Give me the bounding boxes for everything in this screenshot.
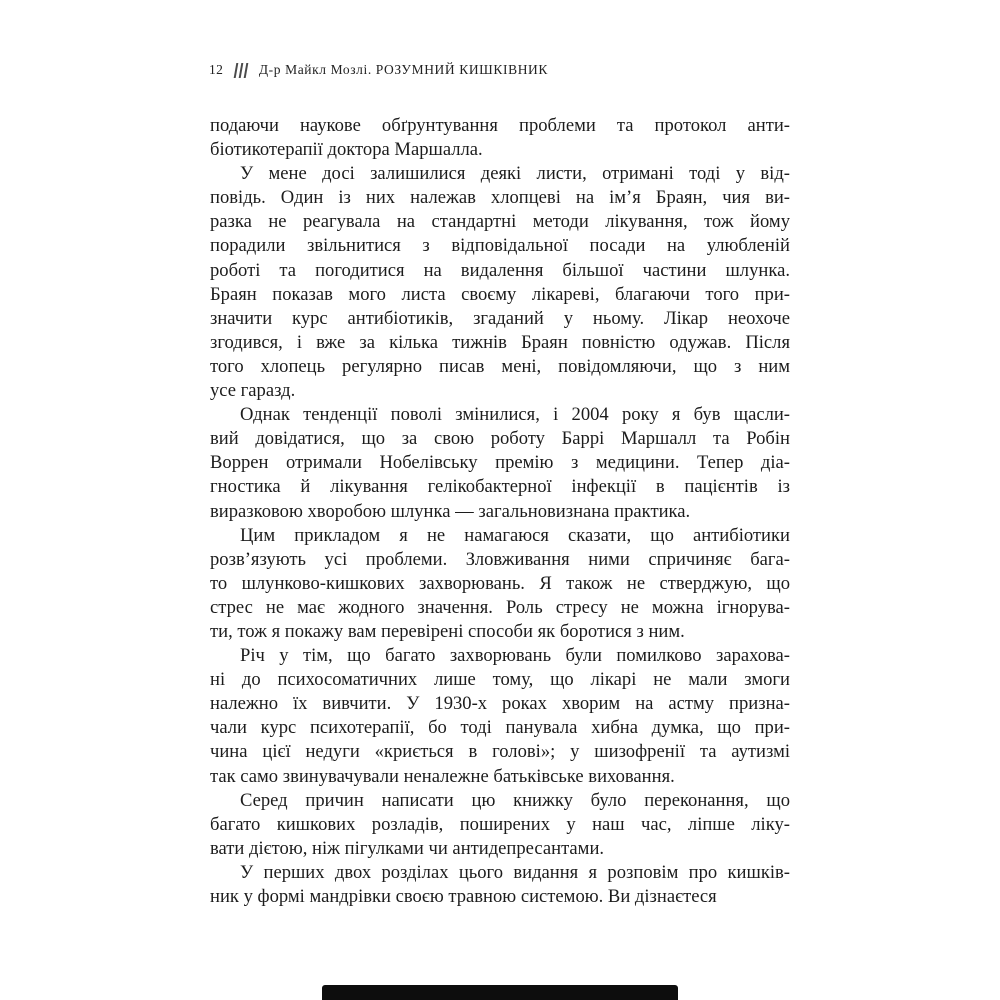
paragraph xyxy=(210,524,790,644)
paragraph xyxy=(210,789,790,861)
text-line: У перших двох розділах цього видання я розповім про кишків- xyxy=(240,861,790,883)
text-line: Річ у тім, що багато захворювань були помилково зарахова- xyxy=(240,645,790,667)
page-header xyxy=(209,62,548,78)
text-line: вати дієтою, ніж пігулками чи антидепресантами. xyxy=(210,837,605,859)
text-line: того хлопець регулярно писав мені, повідомляючи, що з ним xyxy=(210,355,790,377)
text-line: усе гаразд. xyxy=(210,380,296,402)
text-line: порадили звільнитися з відповідальної посади на улюбленій xyxy=(210,235,790,257)
text-line: Воррен отримали Нобелівську премію з медицини. Тепер діа- xyxy=(210,452,790,474)
page-body-text xyxy=(210,114,790,909)
text-line: разка не реагувала на стандартні методи лікування, тож йому xyxy=(210,211,790,233)
text-line: чали курс психотерапії, бо тоді панувала хибна думка, що при- xyxy=(210,717,790,739)
text-line: розв’язують усі проблеми. Зловживання ними спричиняє бага- xyxy=(210,548,790,570)
text-line: подаючи наукове обґрунтування проблеми та протокол анти- xyxy=(210,115,790,136)
text-line: Однак тенденції поволі змінилися, і 2004 року я був щасли- xyxy=(240,404,790,426)
text-line: Браян показав мого листа своєму лікареві, благаючи того при- xyxy=(210,283,790,305)
text-line: чина цієї недуги «криється в голові»; у шизофренії та аутизмі xyxy=(210,741,790,763)
text-line: ні до психосоматичних лише тому, що лікарі не мали змоги xyxy=(210,669,790,691)
text-line: біотикотерапії доктора Маршалла. xyxy=(210,139,483,161)
text-line: вий довідатися, що за свою роботу Баррі Маршалл та Робін xyxy=(210,428,790,450)
text-line: У мене досі залишилися деякі листи, отримані тоді у від- xyxy=(240,163,790,185)
bottom-black-bar xyxy=(322,985,678,1000)
text-line: ти, тож я покажу вам перевірені способи як боротися з ним. xyxy=(210,620,685,642)
text-line: багато кишкових розладів, поширених у наш час, ліпше ліку- xyxy=(210,813,790,835)
paragraph xyxy=(210,403,790,523)
triple-bars-icon xyxy=(233,63,249,78)
text-line: стрес не має жодного значення. Роль стресу не можна ігнорува- xyxy=(210,596,790,618)
text-line: значити курс антибіотиків, згаданий у ньому. Лікар неохоче xyxy=(210,307,790,329)
text-line: Цим прикладом я не намагаюся сказати, що антибіотики xyxy=(240,524,790,546)
paragraph xyxy=(210,114,790,162)
text-line: роботі та погодитися на видалення більшої частини шлунка. xyxy=(210,259,790,281)
text-line: ник у формі мандрівки своєю травною системою. Ви дізнаєтеся xyxy=(210,886,717,907)
text-line: повідь. Один із них належав хлопцеві на ім’я Браян, чия ви- xyxy=(210,187,790,209)
page-number: 12 xyxy=(209,62,224,77)
text-line: то шлунково-кишкових захворювань. Я також не стверджую, що xyxy=(210,572,790,594)
text-line: виразковою хворобою шлунка — загальновизнана практика. xyxy=(210,500,691,522)
paragraph xyxy=(210,644,790,789)
text-line: гностика й лікування гелікобактерної інфекції в пацієнтів із xyxy=(210,476,790,498)
paragraph xyxy=(210,162,790,403)
text-line: згодився, і вже за кілька тижнів Браян повністю одужав. Після xyxy=(210,331,790,353)
paragraph xyxy=(210,861,790,909)
text-line: Серед причин написати цю книжку було переконання, що xyxy=(240,789,790,811)
text-line: так само звинувачували неналежне батьківське виховання. xyxy=(210,765,675,787)
running-title: Д-р Майкл Мозлі. РОЗУМНИЙ КИШКІВНИК xyxy=(258,62,548,77)
text-line: належно їх вивчити. У 1930-х роках хворим на астму призна- xyxy=(210,693,790,715)
